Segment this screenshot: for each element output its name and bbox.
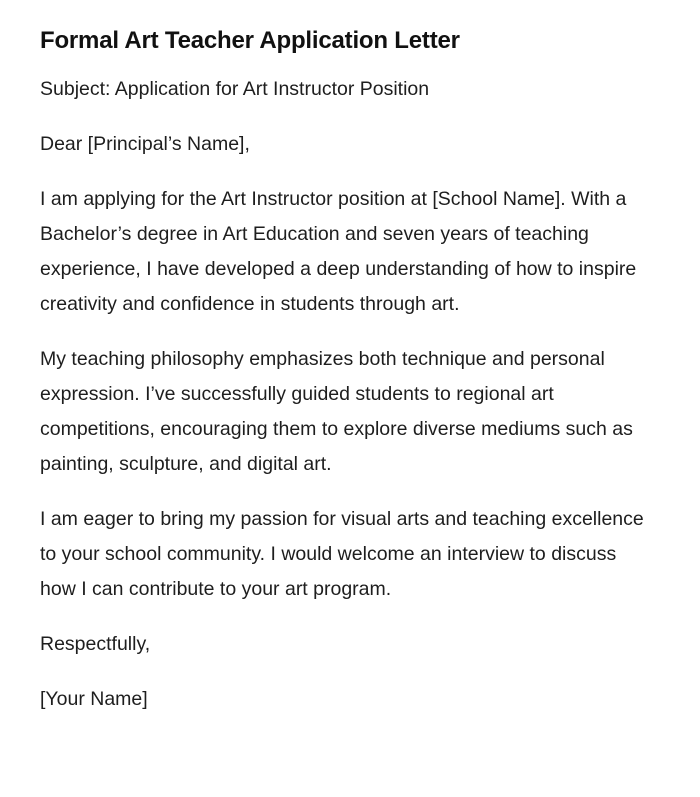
letter-body-paragraph-3: I am eager to bring my passion for visual arts and teaching excellence to your school community. I would welcome an interview to discuss how I can contribute to your art program. xyxy=(40,508,644,600)
letter-signature: [Your Name] xyxy=(40,688,148,710)
letter-salutation: Dear [Principal’s Name], xyxy=(40,133,250,155)
letter-document xyxy=(40,22,650,737)
letter-title: Formal Art Teacher Application Letter xyxy=(40,27,460,54)
letter-body-paragraph-1: I am applying for the Art Instructor position at [School Name]. With a Bachelor’s degree in Art Education and seven years of teaching experience, I have developed a deep understanding of how to inspire creativity and confidence in students through art. xyxy=(40,188,637,315)
letter-subject: Subject: Application for Art Instructor Position xyxy=(40,78,430,100)
letter-closing: Respectfully, xyxy=(40,633,151,655)
letter-body-paragraph-2: My teaching philosophy emphasizes both technique and personal expression. I’ve successfully guided students to regional art competitions, encouraging them to explore diverse mediums such as painting, sculpture, and digital art. xyxy=(40,348,633,475)
